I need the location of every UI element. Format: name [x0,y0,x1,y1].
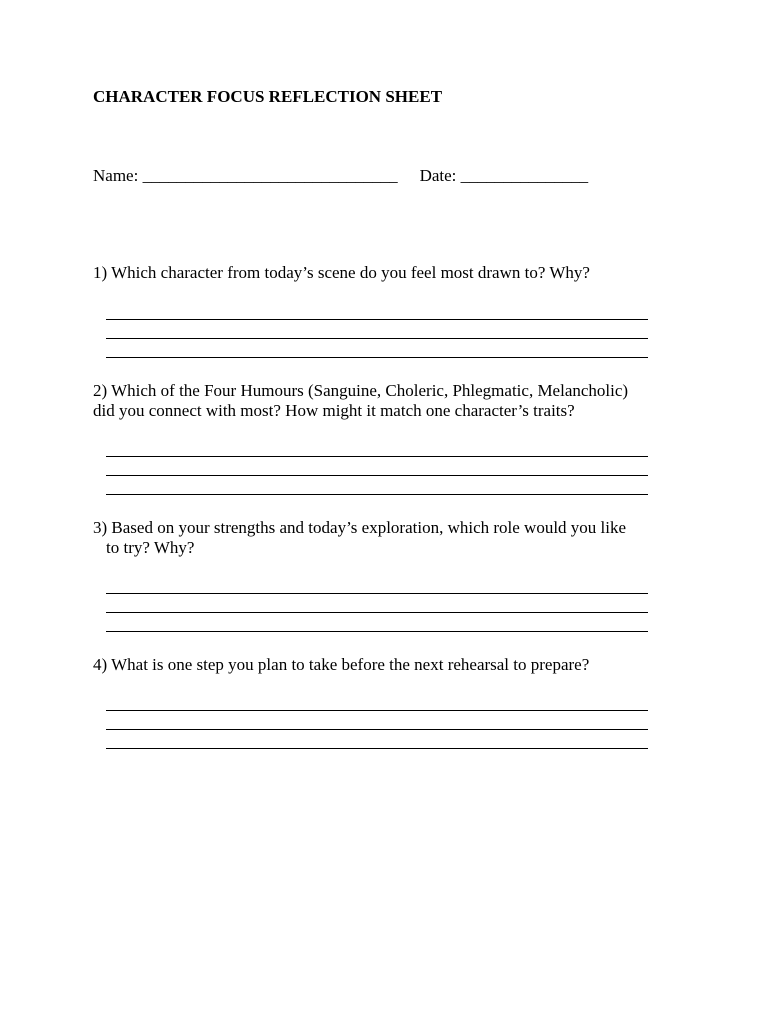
question-2-text-line2: did you connect with most? How might it match one character’s traits? [93,401,575,420]
name-date-row [93,166,588,186]
question-3 [93,518,673,558]
answer-line-4a[interactable] [106,710,648,711]
answer-line-1c[interactable] [106,357,648,358]
question-1 [93,263,673,283]
name-field[interactable]: Name: ______________________________ [93,166,398,185]
question-4-text: 4) What is one step you plan to take before the next rehearsal to prepare? [93,655,590,674]
page-title: CHARACTER FOCUS REFLECTION SHEET [93,87,443,106]
answer-line-3b[interactable] [106,612,648,613]
answer-line-3c[interactable] [106,631,648,632]
question-2 [93,381,673,421]
answer-line-2b[interactable] [106,475,648,476]
question-2-text-line1: 2) Which of the Four Humours (Sanguine, Choleric, Phlegmatic, Melancholic) [93,381,629,400]
answer-line-4c[interactable] [106,748,648,749]
question-3-text-line2: to try? Why? [106,538,195,557]
answer-line-1a[interactable] [106,319,648,320]
answer-line-3a[interactable] [106,593,648,594]
answer-line-2a[interactable] [106,456,648,457]
question-4 [93,655,673,675]
answer-line-2c[interactable] [106,494,648,495]
answer-line-4b[interactable] [106,729,648,730]
date-field[interactable]: Date: _______________ [419,166,589,185]
question-3-text-line1: 3) Based on your strengths and today’s exploration, which role would you like [93,518,627,537]
answer-line-1b[interactable] [106,338,648,339]
question-1-text: 1) Which character from today’s scene do you feel most drawn to? Why? [93,263,590,282]
